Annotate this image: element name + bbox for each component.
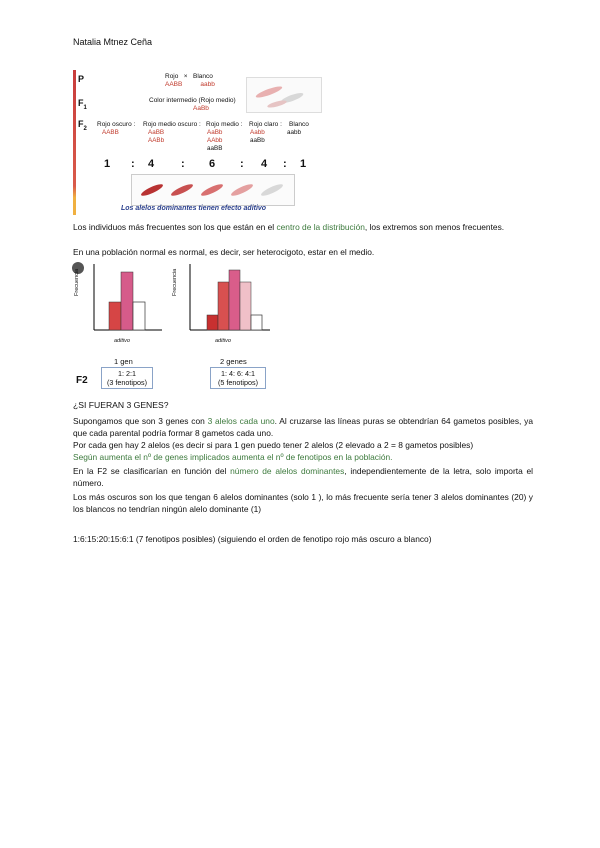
f2-genotype: Aabb (250, 129, 265, 136)
gene1-ratio-box (101, 367, 153, 389)
ratio-1: 1 (300, 158, 307, 170)
paragraph-ratio-summary: 1:6:15:20:15:6:1 (7 fenotipos posibles) (siguiendo el orden de fenotipo rojo más oscuro a blanco) (73, 534, 432, 544)
text: Supongamos que son 3 genes con (73, 416, 208, 426)
gen-label-f1: $F_1$ (78, 98, 87, 111)
ratio-text: 1: 4: 6: 4:1 (221, 369, 255, 378)
f2-genotype: AaBB (148, 129, 165, 136)
text: En la F2 se clasificarían en función del (73, 466, 231, 476)
x-axis-label: aditivo (114, 338, 130, 344)
gen-label-p: P (78, 74, 85, 84)
phenotype-count: (5 fenotipos) (218, 378, 258, 387)
f2-phen-5: Blanco (289, 121, 309, 128)
highlight: número de alelos dominantes (230, 466, 345, 476)
paragraph-alleles: Por cada gen hay 2 alelos (es decir si para 1 gen puedo tener 2 alelos (2 elevado a 2 = 8 gametos posibles) (73, 440, 474, 450)
f2-genotype: aaBB (207, 145, 223, 152)
ratio-sep: : (131, 158, 135, 170)
ratio-6: 6 (209, 158, 216, 170)
text: . Al cruzarse las líneas puras se obtendrían 64 gametos posibles, ya que cada parental podría formar 8 gametos cada uno. (73, 416, 533, 438)
gene2-label: 2 genes (220, 357, 247, 366)
f2-phen-4: Rojo claro : (249, 121, 282, 128)
f2-genotype: AABb (148, 137, 165, 144)
gene1-label: 1 gen (114, 357, 133, 366)
p-genotypes: AABB aabb (165, 81, 215, 88)
ratio-4: 4 (148, 158, 155, 170)
text: Los individuos más frecuentes son los que están en el (73, 222, 277, 232)
ratio-sep: : (181, 158, 185, 170)
ratio-4: 4 (261, 158, 268, 170)
f2-genotype: aabb (287, 129, 302, 136)
paragraph-normal-population: En una población normal es normal, es decir, ser heterocigoto, estar en el medio. (73, 247, 375, 257)
paragraph-phenotypes-increase: Según aumenta el nº de genes implicados aumenta el nº de fenotipos en la población. (73, 452, 393, 462)
p-cross: Rojo × Blanco (165, 73, 213, 80)
f2-genotype: AABB (102, 129, 119, 136)
f2-flower-strip-image (131, 174, 295, 206)
ratio-1: 1 (104, 158, 111, 170)
y-axis-label: Frecuencia (74, 268, 80, 296)
figure-caption: Los alelos dominantes tienen efecto aditivo (121, 205, 267, 212)
gene2-ratio-box (210, 367, 266, 389)
author-name: Natalia Mtnez Ceña (73, 37, 153, 47)
paragraph-three-genes (73, 415, 533, 439)
x-axis-label: aditivo (215, 338, 231, 344)
flower-cross-image (246, 77, 322, 113)
paragraph-dominant-alleles (73, 465, 533, 489)
text: , independientemente de la letra, solo importa el número. (73, 466, 534, 488)
f2-phen-3: Rojo medio : (206, 121, 243, 128)
f2-genotype: AaBb (207, 129, 223, 136)
f2-phen-2: Rojo medio oscuro : (143, 121, 201, 128)
highlight: centro de la distribución (276, 222, 365, 232)
highlight: 3 alelos cada uno (207, 416, 275, 426)
f2-label: F2 (76, 375, 88, 386)
phenotype-count: (3 fenotipos) (107, 378, 147, 387)
generation-color-bar (73, 70, 76, 215)
section-heading: ¿SI FUERAN 3 GENES? (73, 400, 169, 410)
f1-phenotype: Color intermedio (Rojo medio) (149, 97, 236, 104)
text: , los extremos son menos frecuentes. (364, 222, 505, 232)
polygenic-inheritance-figure (73, 70, 323, 215)
f2-genotype: aaBb (250, 137, 265, 144)
gen-label-f2: $F_2$ (78, 119, 87, 132)
paragraph-distribution (73, 221, 533, 233)
ratio-sep: : (283, 158, 287, 170)
f2-phen-1: Rojo oscuro : (97, 121, 136, 128)
f2-genotype: AAbb (207, 137, 223, 144)
paragraph-darkest: Los más oscuros son los que tengan 6 alelos dominantes (solo 1 ), lo más frecuente sería tener 3 alelos dominantes (20) y los blancos no tendrían ningún alelo dominante (1) (73, 492, 533, 514)
y-axis-label: Frecuencia (172, 268, 178, 296)
ratio-sep: : (240, 158, 244, 170)
ratio-text: 1: 2:1 (118, 369, 136, 378)
f1-genotype: AaBb (193, 105, 209, 112)
